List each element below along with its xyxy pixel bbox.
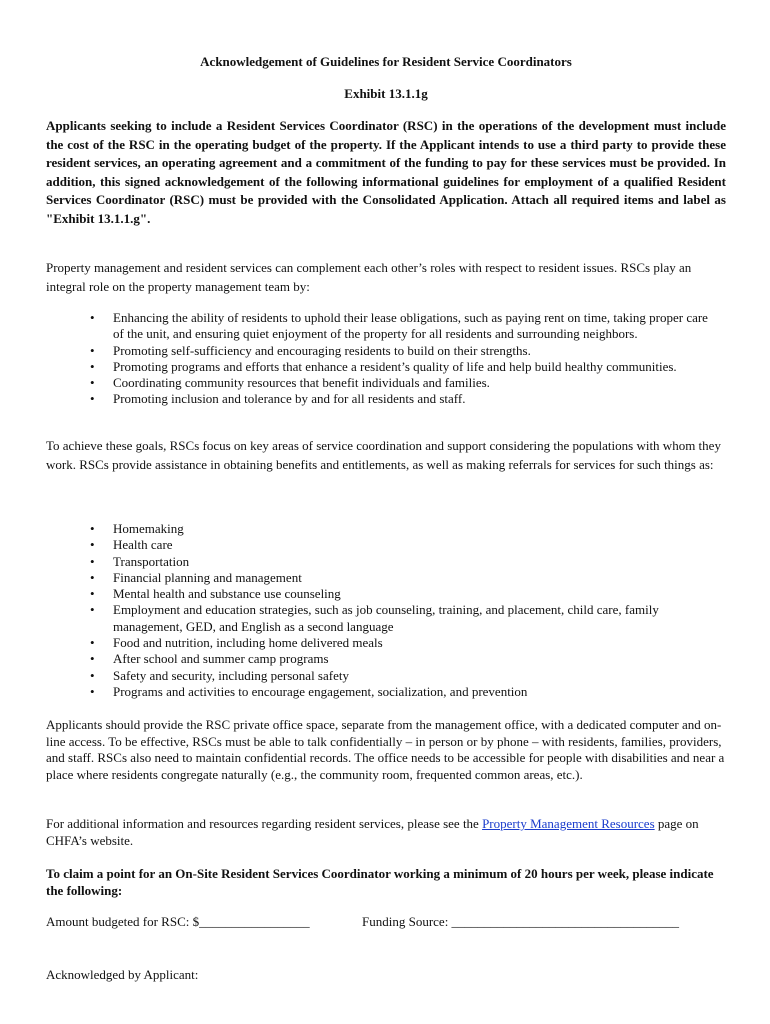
intro-paragraph: Applicants seeking to include a Resident Services Coordinator (RSC) in the operations of the development must include the cost of the RSC in the operating budget of the property. If the Applicant intends to use a third party to provide these resident services, an operating agreement and a commitment of the funding to pay for these services must be provided. In addition, this signed acknowledgement of the following informational guidelines for employment of a qualified Resident Services Coordinator (RSC) must be provided with the Consolidated Application. Attach all required items and label as "Exhibit 13.1.1.g".	[46, 118, 726, 226]
list-item: • Promoting self-sufficiency and encouraging residents to build on their strengths.	[90, 343, 720, 359]
list-item: • After school and summer camp programs	[90, 651, 720, 667]
list-item: • Promoting inclusion and tolerance by and for all residents and staff.	[90, 391, 720, 407]
claim-instructions: To claim a point for an On-Site Resident Services Coordinator working a minimum of 20 hours per week, please indicate the following:	[46, 866, 714, 898]
resources-text-post: page on CHFA’s website.	[46, 816, 699, 848]
amount-budgeted-field[interactable]: Amount budgeted for RSC: $_________________	[46, 914, 310, 929]
funding-source-field[interactable]: Funding Source: ___________________________________	[362, 914, 680, 929]
list-item: • Food and nutrition, including home delivered meals	[90, 635, 720, 651]
list-item: • Enhancing the ability of residents to uphold their lease obligations, such as paying rent on time, taking proper care of the unit, and ensuring quiet enjoyment of the property for all residents and surrounding neighbors.	[90, 310, 720, 343]
list-item: • Coordinating community resources that benefit individuals and families.	[90, 375, 720, 391]
list-item: • Employment and education strategies, such as job counseling, training, and placement, child care, family management, GED, and English as a second language	[90, 602, 720, 635]
paragraph-resources	[46, 816, 726, 849]
paragraph-office: Applicants should provide the RSC private office space, separate from the management office, with a dedicated computer and on-line access. To be effective, RSCs must be able to talk confidentially – in person or by phone – with residents, families, providers, and staff. RSCs also need to maintain confidential records. The office needs to be accessible for people with disabilities and near a place where residents congregate naturally (e.g., the community room, frequented common areas, etc.).	[46, 717, 725, 782]
roles-list	[90, 310, 720, 408]
exhibit-label: Exhibit 13.1.1g	[344, 86, 428, 101]
acknowledged-by-label: Acknowledged by Applicant:	[46, 967, 199, 982]
paragraph-roles: Property management and resident services can complement each other’s roles with respect to resident issues. RSCs play an integral role on the property management team by:	[46, 260, 692, 294]
list-item: • Promoting programs and efforts that enhance a resident’s quality of life and help build healthy communities.	[90, 359, 720, 375]
list-item: • Transportation	[90, 554, 720, 570]
list-item: • Financial planning and management	[90, 570, 720, 586]
list-item: • Programs and activities to encourage engagement, socialization, and prevention	[90, 684, 720, 700]
list-item: • Homemaking	[90, 521, 720, 537]
list-item: • Mental health and substance use counseling	[90, 586, 720, 602]
resources-text-pre: For additional information and resources regarding resident services, please see the	[46, 816, 483, 831]
document-title: Acknowledgement of Guidelines for Resident Service Coordinators	[200, 54, 572, 69]
services-list	[90, 521, 720, 700]
list-item: • Safety and security, including personal safety	[90, 668, 720, 684]
property-management-resources-link[interactable]: Property Management Resources	[482, 816, 655, 831]
paragraph-goals: To achieve these goals, RSCs focus on key areas of service coordination and support considering the populations with whom they work. RSCs provide assistance in obtaining benefits and entitlements, as well as making referrals for services for such things as:	[46, 438, 721, 472]
list-item: • Health care	[90, 537, 720, 553]
